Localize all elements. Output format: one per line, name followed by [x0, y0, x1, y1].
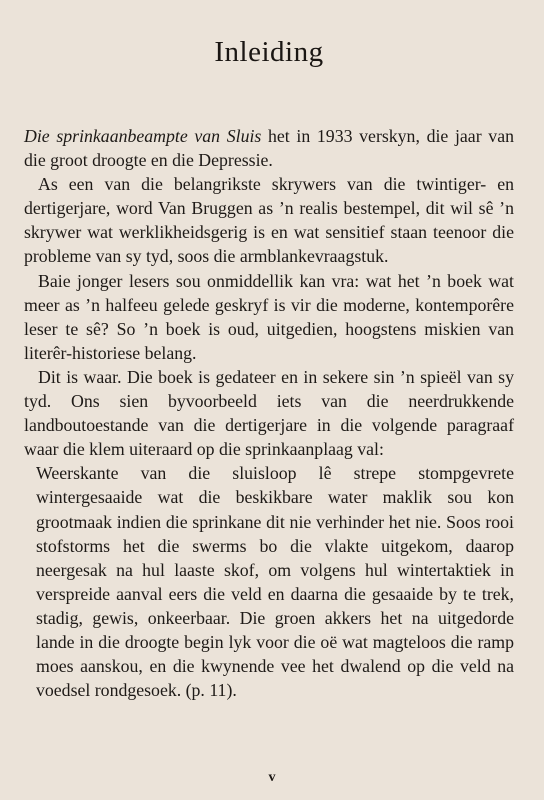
page-number: v: [268, 770, 276, 785]
paragraph-2: As een van die belangrikste skrywers van die twintiger- en dertigerjare, word Van Bruggen as ’n realis bestempel, dit wil sê ’n skrywer wat werklikheidsgerig is en wat sensitief staan teenoor die probleme van sy tyd, soos die armblankevraagstuk.: [24, 174, 514, 267]
block-quote: Weerskante van die sluisloop lê strepe stompgevrete wintergesaaide wat die beskikbare water maklik sou kon grootmaak indien die sprinkane dit nie verhinder het nie. Soos rooi stofstorms het die swerms bo die vlakte uitgekom, daarop neergesak na hul laaste skof, om volgens hul wintertaktiek in verspreide aanval eers die veld en daarna die gesaaide by te trek, stadig, gewis, onkeerbaar. Die groen akkers het na uitgedorde lande in die droogte begin lyk voor die oë wat magteloos die ramp moes aanskou, en die kwynende vee het dwalend op die veld na voedsel rondgesoek. (p. 11).: [36, 463, 514, 701]
paragraph-4: Dit is waar. Die boek is gedateer en in sekere sin ’n spieël van sy tyd. Ons sien byvoorbeeld iets van die neerdrukkende landboutoestande van die dertigerjare in die volgende paragraaf waar die klem uiteraard op die sprinkaanplaag val:: [24, 366, 514, 460]
paragraph-3: Baie jonger lesers sou onmiddellik kan vra: wat het ’n boek wat meer as ’n halfeeu gelede geskryf is vir die moderne, kontemporêre leser te sê? So ’n boek is oud, uitgedien, hoogstens miskien van literêr-historiese belang.: [24, 270, 514, 363]
book-title-italic: Die sprinkaanbeampte van Sluis: [24, 126, 262, 146]
page-title: Inleiding: [214, 36, 324, 68]
paragraph-1-text: het in 1933 verskyn, die jaar van die groot droogte en die Depressie.: [24, 126, 514, 171]
paragraph-1: [24, 124, 514, 172]
body-text: [24, 124, 514, 702]
